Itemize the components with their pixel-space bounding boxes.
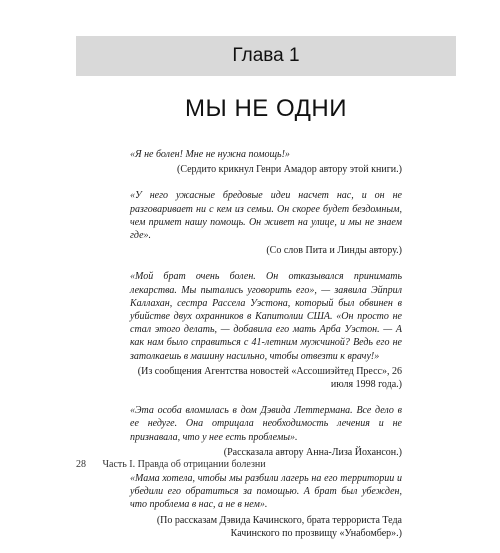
epigraph-quote: «Мама хотела, чтобы мы разбили лагерь на его территории и убедили его обратиться за помощью. А брат был убежден, что проблема в нас, а не в нем».: [130, 473, 402, 511]
epigraph-quote: «Эта особа вломилась в дом Дэвида Леттермана. Все дело в ее недуге. Она отрицала необходимость лечения и не признавала, что у нее есть проблемы».: [130, 405, 402, 443]
chapter-label: Глава 1: [232, 45, 300, 66]
running-head: Часть I. Правда об отрицании болезни: [102, 459, 266, 470]
page-number: 28: [76, 459, 86, 470]
epigraph-list: [130, 148, 402, 553]
epigraph-source: (Сердито крикнул Генри Амадор автору этой книги.): [177, 164, 402, 176]
epigraph-source: (Рассказала автору Анна-Лиза Йохансон.): [223, 446, 402, 458]
epigraph-source: (По рассказам Дэвида Качинского, брата террориста Теда Качинского по прозвищу «Унабомбер».): [156, 514, 402, 539]
epigraph: [130, 472, 402, 540]
epigraph-quote: «Мой брат очень болен. Он отказывался принимать лекарства. Мы пытались уговорить его», — заявила Эйприл Каллахан, сестра Рассела Уэстона, который был обвинен в убийстве двух охранников в Капитолии США. «Он просто не стал этого делать, — добавила его мать Арба Уэстон. — А как нам было справиться с 41-летним мужчиной? Ведь его не затолкаешь в машину насильно, чтобы отвезти к врачу!»: [130, 271, 402, 362]
page-footer: [76, 459, 266, 470]
epigraph-quote: «Я не болен! Мне не нужна помощь!»: [130, 149, 290, 160]
epigraph-source: (Из сообщения Агентства новостей «Ассошиэйтед Пресс», 26 июля 1998 года.): [137, 365, 402, 391]
epigraph: [130, 270, 402, 391]
epigraph: [130, 189, 402, 257]
epigraph: [130, 148, 402, 176]
epigraph-source: (Со слов Пита и Линды автору.): [266, 245, 402, 257]
epigraph: [130, 404, 402, 459]
chapter-banner: [76, 36, 456, 76]
page-title: МЫ НЕ ОДНИ: [185, 95, 347, 122]
epigraph-quote: «У него ужасные бредовые идеи насчет нас, и он не разговаривает ни с кем из семьи. Он скорее будет бездомным, чем примет нашу помощь. Он живет на улице, и мы не знаем где».: [130, 190, 402, 242]
